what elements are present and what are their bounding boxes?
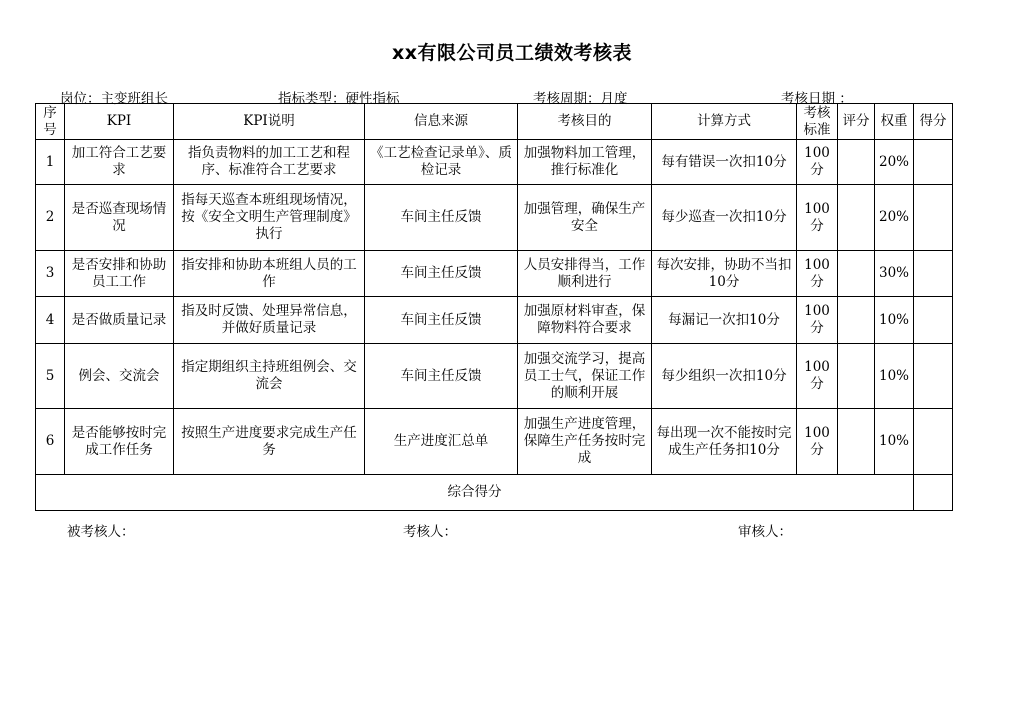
cell-kpi: 是否做质量记录 (65, 297, 174, 344)
kpi-table (35, 103, 953, 511)
assessee-label: 被考核人： (67, 524, 135, 540)
header-source: 信息来源 (365, 104, 518, 140)
cell-kpi: 是否安排和协助员工工作 (65, 251, 174, 297)
cell-description: 指定期组织主持班组例会、交流会 (174, 344, 365, 409)
cell-purpose: 加强原材料审查，保障物料符合要求 (518, 297, 652, 344)
cell-description: 指每天巡查本班组现场情况，按《安全文明生产管理制度》执行 (174, 185, 365, 251)
cell-score[interactable] (838, 185, 875, 251)
cell-score[interactable] (838, 297, 875, 344)
cell-description: 按照生产进度要求完成生产任务 (174, 409, 365, 475)
cell-standard: 100分 (797, 297, 838, 344)
total-score-label: 综合得分 (36, 475, 914, 511)
page-title: xx有限公司员工绩效考核表 (391, 42, 632, 64)
cell-standard: 100分 (797, 409, 838, 475)
header-score: 评分 (838, 104, 875, 140)
date-label: 考核日期 ： (781, 91, 853, 107)
cell-kpi: 是否巡查现场情况 (65, 185, 174, 251)
cell-kpi: 加工符合工艺要求 (65, 140, 174, 185)
cell-score[interactable] (838, 251, 875, 297)
cell-source: 车间主任反馈 (365, 297, 518, 344)
cell-standard: 100分 (797, 140, 838, 185)
cell-source: 车间主任反馈 (365, 251, 518, 297)
cell-source: 生产进度汇总单 (365, 409, 518, 475)
cell-seq: 5 (36, 344, 65, 409)
cell-score[interactable] (838, 409, 875, 475)
header-weight: 权重 (875, 104, 914, 140)
table-header-row (36, 104, 953, 140)
cell-weight: 10% (875, 409, 914, 475)
cell-score[interactable] (838, 344, 875, 409)
cell-purpose: 加强生产进度管理，保障生产任务按时完成 (518, 409, 652, 475)
cell-method: 每少组织一次扣10分 (652, 344, 797, 409)
cell-method: 每出现一次不能按时完成生产任务扣10分 (652, 409, 797, 475)
table-row (36, 344, 953, 409)
cell-source: 车间主任反馈 (365, 344, 518, 409)
cell-result[interactable] (914, 297, 953, 344)
cell-description: 指安排和协助本班组人员的工作 (174, 251, 365, 297)
assessor-label: 考核人： (403, 524, 457, 540)
cell-standard: 100分 (797, 344, 838, 409)
cell-weight: 10% (875, 297, 914, 344)
cell-seq: 3 (36, 251, 65, 297)
total-score-value[interactable] (914, 475, 953, 511)
cell-method: 每漏记一次扣10分 (652, 297, 797, 344)
reviewer-label: 审核人： (738, 524, 792, 540)
cell-method: 每有错误一次扣10分 (652, 140, 797, 185)
cell-description: 指负责物料的加工工艺和程序、标准符合工艺要求 (174, 140, 365, 185)
cell-purpose: 加强交流学习，提高员工士气，保证工作的顺利开展 (518, 344, 652, 409)
cycle-label: 考核周期：月度 (533, 91, 628, 107)
cell-score[interactable] (838, 140, 875, 185)
header-purpose: 考核目的 (518, 104, 652, 140)
cell-standard: 100分 (797, 251, 838, 297)
cell-weight: 10% (875, 344, 914, 409)
cell-weight: 20% (875, 185, 914, 251)
cell-result[interactable] (914, 344, 953, 409)
cell-source: 车间主任反馈 (365, 185, 518, 251)
cell-method: 每次安排，协助不当扣10分 (652, 251, 797, 297)
cell-purpose: 人员安排得当，工作顺利进行 (518, 251, 652, 297)
cell-seq: 1 (36, 140, 65, 185)
table-row (36, 140, 953, 185)
cell-description: 指及时反馈、处理异常信息，并做好质量记录 (174, 297, 365, 344)
cell-source: 《工艺检查记录单》、质检记录 (365, 140, 518, 185)
cell-weight: 30% (875, 251, 914, 297)
cell-seq: 4 (36, 297, 65, 344)
indicator-type-label: 指标类型：硬性指标 (278, 91, 400, 107)
table-row (36, 251, 953, 297)
table-row (36, 185, 953, 251)
table-row (36, 297, 953, 344)
cell-seq: 2 (36, 185, 65, 251)
position-label: 岗位：主变班组长 (60, 91, 168, 107)
cell-purpose: 加强管理，确保生产安全 (518, 185, 652, 251)
cell-kpi: 是否能够按时完成工作任务 (65, 409, 174, 475)
cell-weight: 20% (875, 140, 914, 185)
cell-result[interactable] (914, 409, 953, 475)
cell-result[interactable] (914, 185, 953, 251)
total-row (36, 475, 953, 511)
header-kpi-description: KPI说明 (174, 104, 365, 140)
cell-kpi: 例会、交流会 (65, 344, 174, 409)
table-row (36, 409, 953, 475)
cell-purpose: 加强物料加工管理，推行标准化 (518, 140, 652, 185)
cell-standard: 100分 (797, 185, 838, 251)
header-result: 得分 (914, 104, 953, 140)
header-kpi: KPI (65, 104, 174, 140)
header-method: 计算方式 (652, 104, 797, 140)
cell-seq: 6 (36, 409, 65, 475)
header-seq: 序号 (36, 104, 65, 140)
cell-method: 每少巡查一次扣10分 (652, 185, 797, 251)
cell-result[interactable] (914, 140, 953, 185)
cell-result[interactable] (914, 251, 953, 297)
header-standard: 考核标准 (797, 104, 838, 140)
